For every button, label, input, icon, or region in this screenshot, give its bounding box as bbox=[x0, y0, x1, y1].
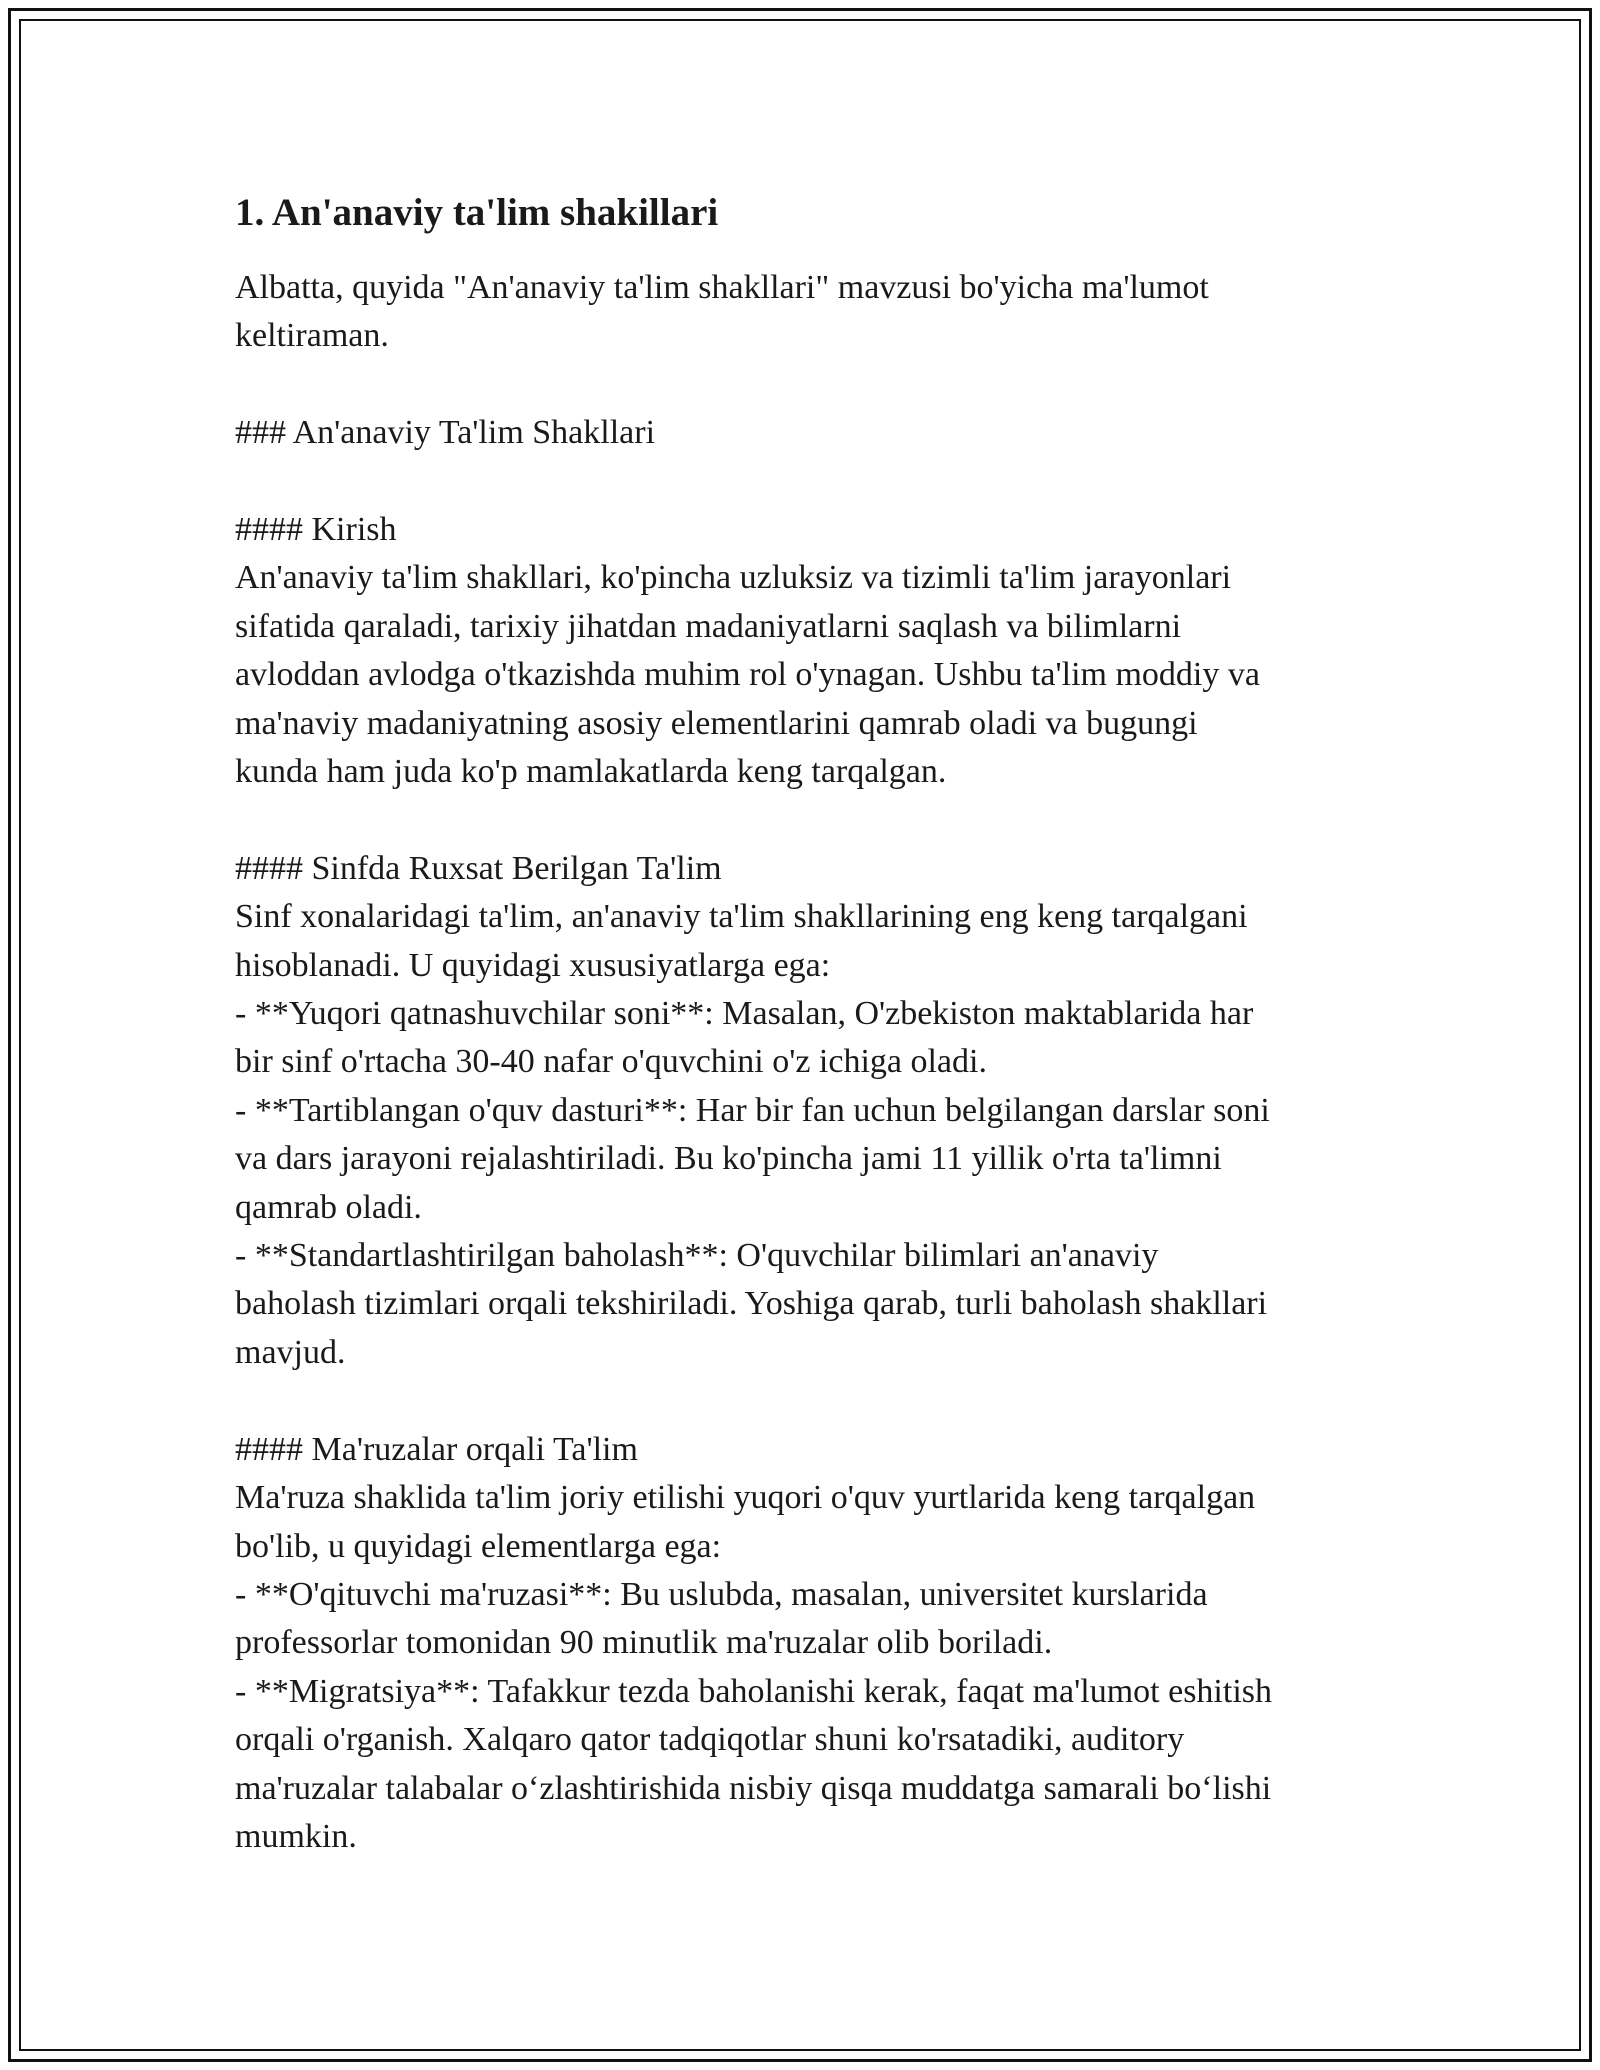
list-item-line: - **O'qituvchi ma'ruzasi**: Bu uslubda, masalan, universitet kurslarida bbox=[235, 1575, 1208, 1613]
paragraph-line: professorlar tomonidan 90 minutlik ma'ruzalar olib boriladi. bbox=[235, 1624, 1053, 1662]
paragraph-line: mavjud. bbox=[235, 1333, 346, 1371]
paragraph-line: sifatida qaraladi, tarixiy jihatdan madaniyatlarni saqlash va bilimlarni bbox=[235, 607, 1182, 645]
subsection-heading: #### Sinfda Ruxsat Berilgan Ta'lim bbox=[235, 849, 722, 887]
document-title: 1. An'anaviy ta'lim shakillari bbox=[235, 191, 719, 234]
section-heading: ### An'anaviy Ta'lim Shakllari bbox=[235, 414, 656, 452]
list-item-line: - **Yuqori qatnashuvchilar soni**: Masalan, O'zbekiston maktablarida har bbox=[235, 995, 1254, 1033]
paragraph-line: qamrab oladi. bbox=[235, 1188, 422, 1226]
paragraph-line: Ma'ruza shaklida ta'lim joriy etilishi yuqori o'quv yurtlarida keng tarqalgan bbox=[235, 1479, 1256, 1517]
paragraph-line: mumkin. bbox=[235, 1817, 357, 1855]
paragraph-line: bir sinf o'rtacha 30-40 nafar o'quvchini o'z ichiga oladi. bbox=[235, 1043, 987, 1081]
paragraph-line: Albatta, quyida "An'anaviy ta'lim shakllari" mavzusi bo'yicha ma'lumot bbox=[235, 269, 1209, 306]
list-item-line: - **Standartlashtirilgan baholash**: O'quvchilar bilimlari an'anaviy bbox=[235, 1237, 1159, 1275]
paragraph-line: ma'naviy madaniyatning asosiy elementlarini qamrab oladi va bugungi bbox=[235, 704, 1198, 742]
paragraph-line: kunda ham juda ko'p mamlakatlarda keng tarqalgan. bbox=[235, 753, 947, 791]
paragraph-line: keltiraman. bbox=[235, 317, 389, 355]
paragraph-line: hisoblanadi. U quyidagi xususiyatlarga ega: bbox=[235, 946, 831, 984]
paragraph-line: va dars jarayoni rejalashtiriladi. Bu ko'pincha jami 11 yillik o'rta ta'limni bbox=[235, 1140, 1222, 1178]
list-item-line: - **Migratsiya**: Tafakkur tezda baholanishi kerak, faqat ma'lumot eshitish bbox=[235, 1672, 1272, 1710]
paragraph-line: An'anaviy ta'lim shakllari, ko'pincha uzluksiz va tizimli ta'lim jarayonlari bbox=[235, 559, 1232, 597]
paragraph-line: Sinf xonalaridagi ta'lim, an'anaviy ta'lim shakllarining eng keng tarqalgani bbox=[235, 898, 1248, 936]
paragraph-line: bo'lib, u quyidagi elementlarga ega: bbox=[235, 1527, 722, 1565]
paragraph-line: orqali o'rganish. Xalqaro qator tadqiqotlar shuni ko'rsatadiki, auditory bbox=[235, 1721, 1185, 1759]
document-text bbox=[235, 264, 1375, 1861]
document-body bbox=[235, 188, 1375, 1861]
blank-line bbox=[235, 361, 1375, 409]
paragraph-line: avloddan avlodga o'tkazishda muhim rol o'ynagan. Ushbu ta'lim moddiy va bbox=[235, 656, 1260, 694]
subsection-heading: #### Ma'ruzalar orqali Ta'lim bbox=[235, 1430, 638, 1468]
blank-line bbox=[235, 796, 1375, 844]
blank-line bbox=[235, 458, 1375, 506]
blank-line bbox=[235, 1377, 1375, 1425]
paragraph-line: baholash tizimlari orqali tekshiriladi. Yoshiga qarab, turli baholash shakllari bbox=[235, 1285, 1268, 1323]
list-item-line: - **Tartiblangan o'quv dasturi**: Har bir fan uchun belgilangan darslar soni bbox=[235, 1091, 1270, 1129]
paragraph-line: ma'ruzalar talabalar o‘zlashtirishida nisbiy qisqa muddatga samarali bo‘lishi bbox=[235, 1769, 1272, 1807]
subsection-heading: #### Kirish bbox=[235, 511, 397, 548]
